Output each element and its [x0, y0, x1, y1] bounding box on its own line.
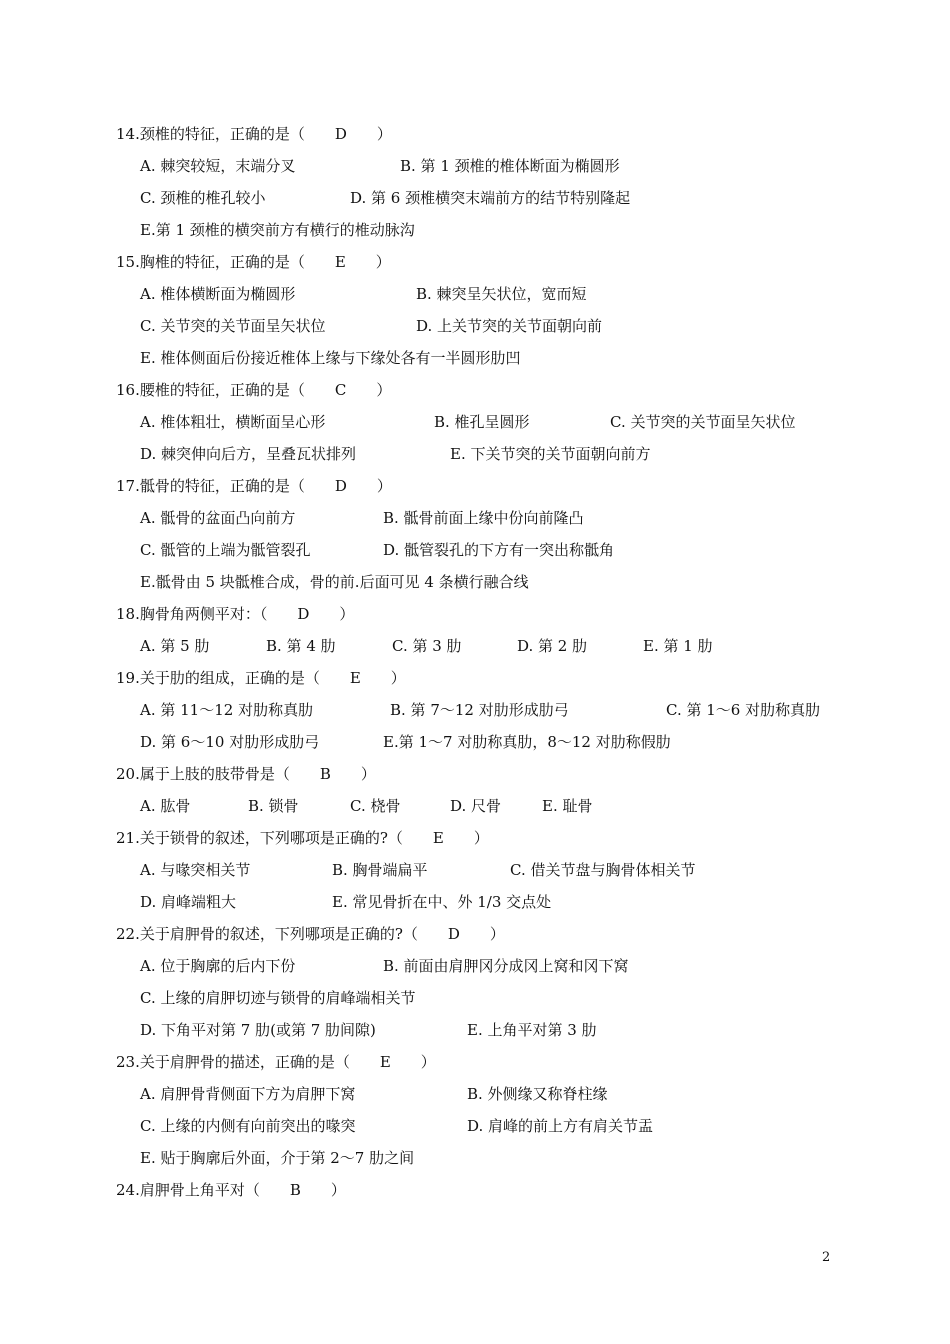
option: E. 椎体侧面后份接近椎体上缘与下缘处各有一半圆形肋凹 [140, 349, 521, 367]
option: D. 第 6～10 对肋形成肋弓 [140, 733, 320, 751]
question-text: 17.骶骨的特征，正确的是（ D ） [116, 477, 392, 495]
question-stem [0, 822, 950, 854]
question-stem [0, 662, 950, 694]
question-stem [0, 246, 950, 278]
option: E. 耻骨 [542, 797, 593, 815]
option: B. 第 7～12 对肋形成肋弓 [390, 701, 569, 719]
option-row [0, 1110, 950, 1142]
option: A. 肱骨 [140, 797, 191, 815]
option-row [0, 1014, 950, 1046]
option: C. 第 1～6 对肋称真肋 [666, 701, 821, 719]
option-row [0, 310, 950, 342]
option: C. 关节突的关节面呈矢状位 [140, 317, 326, 335]
option: C. 颈椎的椎孔较小 [140, 189, 266, 207]
option-row [0, 150, 950, 182]
option-row [0, 278, 950, 310]
option: D. 肩峰的前上方有肩关节盂 [467, 1117, 654, 1135]
question-stem [0, 598, 950, 630]
option: A. 第 5 肋 [140, 637, 210, 655]
option: A. 棘突较短，末端分叉 [140, 157, 296, 175]
question-text: 24.肩胛骨上角平对（ B ） [116, 1181, 346, 1199]
option: B. 椎孔呈圆形 [434, 413, 530, 431]
question-text: 14.颈椎的特征，正确的是（ D ） [116, 125, 392, 143]
option: D. 肩峰端粗大 [140, 893, 237, 911]
option-row [0, 214, 950, 246]
option: D. 上关节突的关节面朝向前 [416, 317, 603, 335]
question-stem [0, 470, 950, 502]
question-text: 15.胸椎的特征，正确的是（ E ） [116, 253, 391, 271]
option: E. 下关节突的关节面朝向前方 [450, 445, 651, 463]
option: C. 桡骨 [350, 797, 401, 815]
option-row [0, 1142, 950, 1174]
option-row [0, 406, 950, 438]
option: B. 骶骨前面上缘中份向前隆凸 [383, 509, 584, 527]
option: B. 胸骨端扁平 [332, 861, 428, 879]
option: D. 棘突伸向后方，呈叠瓦状排列 [140, 445, 357, 463]
option: E. 贴于胸廓后外面，介于第 2～7 肋之间 [140, 1149, 415, 1167]
option: D. 第 6 颈椎横突末端前方的结节特别隆起 [350, 189, 631, 207]
option: D. 下角平对第 7 肋(或第 7 肋间隙) [140, 1021, 376, 1039]
option: A. 位于胸廓的后内下份 [140, 957, 296, 975]
option: C. 上缘的肩胛切迹与锁骨的肩峰端相关节 [140, 989, 416, 1007]
option: E.骶骨由 5 块骶椎合成，骨的前.后面可见 4 条横行融合线 [140, 573, 529, 591]
question-text: 20.属于上肢的肢带骨是（ B ） [116, 765, 376, 783]
option-row [0, 982, 950, 1014]
option-row [0, 854, 950, 886]
question-text: 23.关于肩胛骨的描述，正确的是（ E ） [116, 1053, 436, 1071]
option-row [0, 950, 950, 982]
option-row [0, 566, 950, 598]
question-text: 16.腰椎的特征，正确的是（ C ） [116, 381, 392, 399]
question-stem [0, 918, 950, 950]
option: C. 骶管的上端为骶管裂孔 [140, 541, 311, 559]
option-row [0, 1078, 950, 1110]
option: D. 第 2 肋 [517, 637, 588, 655]
option: A. 肩胛骨背侧面下方为肩胛下窝 [140, 1085, 356, 1103]
question-text: 19.关于肋的组成，正确的是（ E ） [116, 669, 406, 687]
option: D. 骶管裂孔的下方有一突出称骶角 [383, 541, 615, 559]
option: C. 借关节盘与胸骨体相关节 [510, 861, 696, 879]
question-stem [0, 1174, 950, 1206]
option: A. 与喙突相关节 [140, 861, 251, 879]
question-stem [0, 118, 950, 150]
question-text: 22.关于肩胛骨的叙述，下列哪项是正确的?（ D ） [116, 925, 505, 943]
option: A. 椎体横断面为椭圆形 [140, 285, 296, 303]
option: D. 尺骨 [450, 797, 502, 815]
option: B. 第 1 颈椎的椎体断面为椭圆形 [400, 157, 620, 175]
option-row [0, 438, 950, 470]
option: B. 棘突呈矢状位，宽而短 [416, 285, 587, 303]
option: A. 椎体粗壮，横断面呈心形 [140, 413, 326, 431]
option-row [0, 790, 950, 822]
option-row [0, 886, 950, 918]
option-row [0, 630, 950, 662]
option: C. 上缘的内侧有向前突出的喙突 [140, 1117, 356, 1135]
question-stem [0, 758, 950, 790]
option-row [0, 534, 950, 566]
option: E. 常见骨折在中、外 1/3 交点处 [332, 893, 552, 911]
option: B. 锁骨 [248, 797, 299, 815]
option: B. 前面由肩胛冈分成冈上窝和冈下窝 [383, 957, 629, 975]
option: B. 外侧缘又称脊柱缘 [467, 1085, 608, 1103]
option: A. 骶骨的盆面凸向前方 [140, 509, 296, 527]
question-stem [0, 374, 950, 406]
question-text: 21.关于锁骨的叙述，下列哪项是正确的?（ E ） [116, 829, 489, 847]
question-text: 18.胸骨角两侧平对：（ D ） [116, 605, 355, 623]
option: E.第 1～7 对肋称真肋，8～12 对肋称假肋 [383, 733, 671, 751]
page-number: 2 [822, 1250, 831, 1265]
option-row [0, 726, 950, 758]
option-row [0, 694, 950, 726]
option: B. 第 4 肋 [266, 637, 336, 655]
option-row [0, 502, 950, 534]
option: C. 关节突的关节面呈矢状位 [610, 413, 796, 431]
option: E.第 1 颈椎的横突前方有横行的椎动脉沟 [140, 221, 415, 239]
question-stem [0, 1046, 950, 1078]
option: C. 第 3 肋 [392, 637, 462, 655]
option: A. 第 11～12 对肋称真肋 [140, 701, 314, 719]
option: E. 第 1 肋 [643, 637, 713, 655]
option: E. 上角平对第 3 肋 [467, 1021, 597, 1039]
option-row [0, 342, 950, 374]
option-row [0, 182, 950, 214]
